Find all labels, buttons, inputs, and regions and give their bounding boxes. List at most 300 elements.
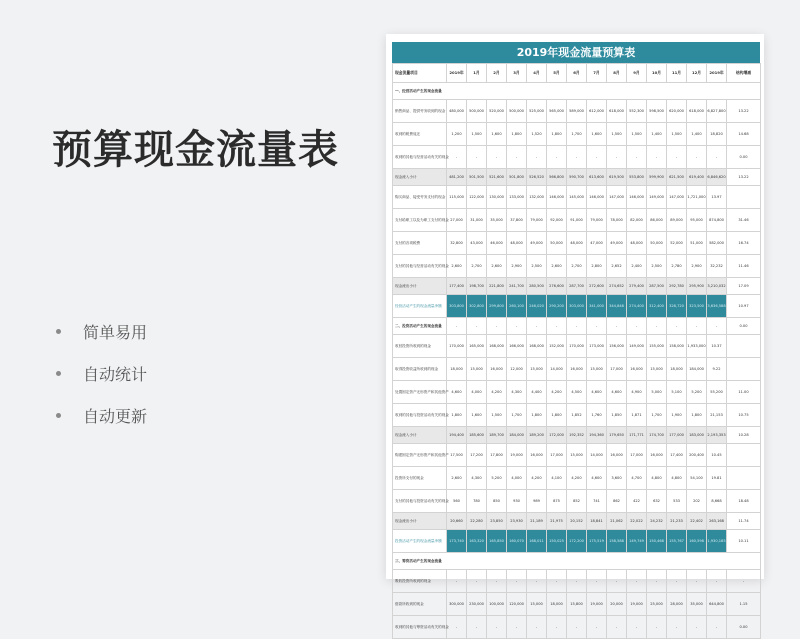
table-cell: 10.97 bbox=[727, 295, 761, 318]
table-cell: 16,000 bbox=[527, 444, 547, 467]
table-cell: 28,000 bbox=[667, 593, 687, 616]
table-cell: - bbox=[447, 616, 467, 639]
feature-item bbox=[56, 310, 147, 352]
table-cell: 2,600 bbox=[487, 255, 507, 278]
table-cell: 174,700 bbox=[647, 427, 667, 444]
table-cell: 160,070 bbox=[507, 530, 527, 553]
table-cell: - bbox=[447, 146, 467, 169]
table-cell: 163,320 bbox=[467, 530, 487, 553]
table-cell: 2,500 bbox=[527, 255, 547, 278]
table-cell bbox=[727, 186, 761, 209]
table-cell: 14.68 bbox=[727, 123, 761, 146]
table-cell: 3,210,032 bbox=[707, 278, 727, 295]
table-cell: - bbox=[607, 146, 627, 169]
row-label: 收回投资所收到的现金 bbox=[393, 335, 447, 358]
table-cell: 86,000 bbox=[647, 209, 667, 232]
table-cell: 15,800 bbox=[567, 593, 587, 616]
table-cell: 155,000 bbox=[647, 335, 667, 358]
table-cell: 22,022 bbox=[627, 513, 647, 530]
table-cell: 1,800 bbox=[527, 404, 547, 427]
table-cell: 1,500 bbox=[467, 123, 487, 146]
table-cell: 1,200 bbox=[447, 123, 467, 146]
feature-label: 自动更新 bbox=[83, 406, 148, 426]
row-label: 支付给职工以及为职工支付的现金 bbox=[393, 209, 447, 232]
table-cell: 47,000 bbox=[587, 232, 607, 255]
table-row bbox=[393, 255, 761, 278]
table-cell: 166,000 bbox=[507, 335, 527, 358]
table-cell: 2,600 bbox=[447, 255, 467, 278]
row-label: 收到的其他与筹资活动有关的现金 bbox=[393, 616, 447, 639]
feature-list bbox=[56, 310, 147, 436]
table-cell: - bbox=[627, 616, 647, 639]
table-cell: 1,700 bbox=[567, 123, 587, 146]
table-cell: - bbox=[467, 146, 487, 169]
table-cell: 612,000 bbox=[587, 100, 607, 123]
table-cell: - bbox=[647, 146, 667, 169]
table-cell: 15,000 bbox=[527, 358, 547, 381]
table-cell: 21,233 bbox=[667, 513, 687, 530]
table-cell: 1,930,185 bbox=[707, 530, 727, 553]
table-cell: - bbox=[707, 146, 727, 169]
table-cell: - bbox=[507, 146, 527, 169]
table-cell: 1,400 bbox=[687, 123, 707, 146]
table-cell: - bbox=[467, 318, 487, 335]
table-cell: 582,000 bbox=[707, 232, 727, 255]
table-row bbox=[393, 530, 761, 553]
table-cell: 18.48 bbox=[727, 490, 761, 513]
table-cell: - bbox=[627, 318, 647, 335]
table-cell: - bbox=[567, 616, 587, 639]
table-cell: 14,000 bbox=[547, 358, 567, 381]
table-cell: 147,000 bbox=[607, 186, 627, 209]
table-cell: 15,000 bbox=[567, 444, 587, 467]
table-cell: 17,800 bbox=[487, 444, 507, 467]
table-cell: 18,000 bbox=[447, 358, 467, 381]
table-cell: 173,000 bbox=[587, 335, 607, 358]
table-cell: 13.97 bbox=[707, 186, 727, 209]
row-label: 投资所支付的现金 bbox=[393, 467, 447, 490]
table-cell: 146,000 bbox=[627, 186, 647, 209]
table-cell: 50,000 bbox=[647, 232, 667, 255]
table-cell: 49,000 bbox=[607, 232, 627, 255]
table-cell: 19,000 bbox=[587, 593, 607, 616]
row-label: 处置固定资产无形资产和其他资产 bbox=[393, 381, 447, 404]
table-cell: 1,600 bbox=[587, 123, 607, 146]
table-cell: 177,000 bbox=[667, 427, 687, 444]
table-cell: 82,000 bbox=[627, 209, 647, 232]
table-cell: 221,800 bbox=[487, 278, 507, 295]
table-cell: 31,000 bbox=[467, 209, 487, 232]
table-cell: - bbox=[487, 570, 507, 593]
table-cell: 260,100 bbox=[507, 295, 527, 318]
hero-title: 预算现金流量表 bbox=[52, 127, 339, 173]
table-cell: 52,000 bbox=[667, 232, 687, 255]
table-cell: 189,200 bbox=[527, 427, 547, 444]
table-cell: 168,000 bbox=[527, 335, 547, 358]
table-cell: 341,000 bbox=[587, 295, 607, 318]
table-cell: 17,400 bbox=[667, 444, 687, 467]
table-cell: 5,100 bbox=[667, 381, 687, 404]
table-cell: - bbox=[587, 616, 607, 639]
table-cell: 17,500 bbox=[447, 444, 467, 467]
table-cell: - bbox=[567, 570, 587, 593]
table-cell: 79,000 bbox=[527, 209, 547, 232]
table-cell: 8月 bbox=[607, 64, 627, 83]
table-cell bbox=[727, 335, 761, 358]
table-cell: 2,780 bbox=[667, 255, 687, 278]
table-cell: 46,000 bbox=[487, 232, 507, 255]
table-cell: 18,841 bbox=[587, 513, 607, 530]
table-cell: 295,900 bbox=[687, 278, 707, 295]
table-cell: 11月 bbox=[667, 64, 687, 83]
table-cell: 500,000 bbox=[467, 100, 487, 123]
table-body bbox=[393, 64, 761, 639]
table-cell: 4,500 bbox=[567, 381, 587, 404]
table-cell: - bbox=[527, 318, 547, 335]
table-row bbox=[393, 100, 761, 123]
table-row bbox=[393, 404, 761, 427]
table-cell: 11.74 bbox=[727, 513, 761, 530]
table-cell: 8,668 bbox=[707, 490, 727, 513]
table-cell: - bbox=[507, 318, 527, 335]
table-cell: 1,500 bbox=[627, 123, 647, 146]
table-cell: 2,600 bbox=[547, 255, 567, 278]
table-cell: 533 bbox=[667, 490, 687, 513]
table-cell: 17,200 bbox=[467, 444, 487, 467]
table-cell: 1,700 bbox=[647, 404, 667, 427]
table-cell: - bbox=[547, 570, 567, 593]
table-cell: 619,500 bbox=[607, 169, 627, 186]
table-cell: 189,700 bbox=[487, 427, 507, 444]
table-cell: 171,771 bbox=[627, 427, 647, 444]
table-cell: 3月 bbox=[507, 64, 527, 83]
table-cell: 145,000 bbox=[567, 186, 587, 209]
table-cell: 0.00 bbox=[727, 616, 761, 639]
table-cell: - bbox=[647, 318, 667, 335]
table-cell: 930 bbox=[507, 490, 527, 513]
table-cell: 5月 bbox=[547, 64, 567, 83]
table-cell: 246,020 bbox=[527, 295, 547, 318]
table-cell: - bbox=[647, 570, 667, 593]
row-label: 收到的其他与经营活动有关的现金 bbox=[393, 146, 447, 169]
table-cell: - bbox=[707, 318, 727, 335]
table-cell: 158,000 bbox=[667, 335, 687, 358]
table-cell: 184,000 bbox=[507, 427, 527, 444]
table-cell: 120,000 bbox=[507, 593, 527, 616]
row-label: 现金流出小计 bbox=[393, 278, 447, 295]
table-cell: 91,000 bbox=[567, 209, 587, 232]
table-cell: 1,800 bbox=[447, 404, 467, 427]
table-cell: 10.28 bbox=[727, 427, 761, 444]
table-cell: 4月 bbox=[527, 64, 547, 83]
table-cell: 147,000 bbox=[667, 186, 687, 209]
row-label: 吸收投资所收到的现金 bbox=[393, 570, 447, 593]
table-row bbox=[393, 467, 761, 490]
table-cell: 10月 bbox=[647, 64, 667, 83]
table-cell: 21,975 bbox=[547, 513, 567, 530]
table-cell: 48,000 bbox=[567, 232, 587, 255]
table-cell: 2019年 bbox=[707, 64, 727, 83]
table-cell: 192,352 bbox=[567, 427, 587, 444]
table-cell: 21,153 bbox=[707, 404, 727, 427]
table-cell: 49,000 bbox=[527, 232, 547, 255]
table-cell: 15,000 bbox=[467, 358, 487, 381]
table-cell: 2,900 bbox=[507, 255, 527, 278]
table-cell: 344,848 bbox=[607, 295, 627, 318]
table-cell: 4,200 bbox=[527, 467, 547, 490]
table-cell: 177,400 bbox=[447, 278, 467, 295]
table-cell: 525,000 bbox=[527, 100, 547, 123]
table-cell: 632 bbox=[647, 490, 667, 513]
table-cell: 620,000 bbox=[667, 100, 687, 123]
table-cell: 79,000 bbox=[587, 209, 607, 232]
table-cell: - bbox=[667, 146, 687, 169]
table-cell: 17,000 bbox=[627, 444, 647, 467]
table-cell: 10.75 bbox=[727, 404, 761, 427]
table-cell bbox=[727, 358, 761, 381]
table-cell bbox=[727, 467, 761, 490]
table-cell: 5,000 bbox=[647, 381, 667, 404]
table-cell: 133,000 bbox=[507, 186, 527, 209]
table-row bbox=[393, 318, 761, 335]
table-cell: 11.00 bbox=[727, 381, 761, 404]
table-cell: 4,600 bbox=[587, 467, 607, 490]
table-cell: 55,200 bbox=[707, 381, 727, 404]
table-cell: 184,000 bbox=[687, 358, 707, 381]
table-cell: - bbox=[667, 318, 687, 335]
table-cell: 2,652 bbox=[607, 255, 627, 278]
table-cell: 850 bbox=[487, 490, 507, 513]
table-cell: 4,000 bbox=[467, 381, 487, 404]
table-cell: 48,000 bbox=[627, 232, 647, 255]
table-cell: 21,189 bbox=[527, 513, 547, 530]
table-cell: 1,700 bbox=[507, 404, 527, 427]
table-cell: 21,062 bbox=[607, 513, 627, 530]
table-cell: 152,000 bbox=[547, 335, 567, 358]
table-cell: 18,820 bbox=[707, 123, 727, 146]
bullet-icon bbox=[56, 371, 61, 376]
table-cell: 2,400 bbox=[627, 255, 647, 278]
table-cell: - bbox=[667, 570, 687, 593]
table-cell: 0.00 bbox=[727, 146, 761, 169]
table-cell: - bbox=[547, 616, 567, 639]
table-cell: 613,600 bbox=[587, 169, 607, 186]
table-row bbox=[393, 169, 761, 186]
table-cell: 92,000 bbox=[547, 209, 567, 232]
table-cell: - bbox=[647, 616, 667, 639]
table-cell: 16,000 bbox=[567, 358, 587, 381]
table-cell: 7月 bbox=[587, 64, 607, 83]
table-cell: 2019年 bbox=[447, 64, 467, 83]
table-cell: 18,000 bbox=[667, 358, 687, 381]
table-cell: 4,700 bbox=[627, 467, 647, 490]
table-cell: 280,500 bbox=[527, 278, 547, 295]
table-cell: 149,749 bbox=[627, 530, 647, 553]
table-row bbox=[393, 232, 761, 255]
table-cell: 27,000 bbox=[447, 209, 467, 232]
table-cell: 15,000 bbox=[647, 358, 667, 381]
table-cell: 1,600 bbox=[487, 123, 507, 146]
table-row bbox=[393, 209, 761, 232]
table-cell: 35,000 bbox=[687, 593, 707, 616]
table-cell: 241,700 bbox=[507, 278, 527, 295]
table-cell: 115,000 bbox=[447, 186, 467, 209]
feature-label: 简单易用 bbox=[83, 322, 148, 342]
table-cell: 1,800 bbox=[687, 404, 707, 427]
table-cell: 566,800 bbox=[547, 169, 567, 186]
table-cell: - bbox=[567, 146, 587, 169]
table-cell: 172,200 bbox=[567, 530, 587, 553]
table-cell: - bbox=[587, 570, 607, 593]
table-cell: - bbox=[527, 146, 547, 169]
table-cell: 100,000 bbox=[487, 593, 507, 616]
table-cell: 480,000 bbox=[447, 100, 467, 123]
table-cell: - bbox=[727, 570, 761, 593]
feature-item bbox=[56, 352, 147, 394]
sheet-title: 2019年现金流量预算表 bbox=[392, 42, 760, 63]
table-row bbox=[393, 616, 761, 639]
table-row bbox=[393, 381, 761, 404]
table-cell: - bbox=[467, 616, 487, 639]
table-cell: 553,800 bbox=[627, 169, 647, 186]
table-cell: 328,720 bbox=[667, 295, 687, 318]
table-cell: 32,232 bbox=[707, 255, 727, 278]
bullet-icon bbox=[56, 329, 61, 334]
table-cell: 183,000 bbox=[687, 427, 707, 444]
table-cell: 156,000 bbox=[607, 335, 627, 358]
table-cell: 9.22 bbox=[707, 358, 727, 381]
table-cell: - bbox=[507, 570, 527, 593]
table-cell: - bbox=[607, 616, 627, 639]
table-cell: 1,721,000 bbox=[687, 186, 707, 209]
feature-label: 自动统计 bbox=[83, 364, 148, 384]
table-cell: 16,000 bbox=[487, 358, 507, 381]
table-row bbox=[393, 553, 761, 570]
row-label: 取得投资收益所收到的现金 bbox=[393, 358, 447, 381]
table-cell: 3,600 bbox=[607, 467, 627, 490]
table-cell: 4,600 bbox=[447, 381, 467, 404]
table-cell: 23,850 bbox=[487, 513, 507, 530]
table-cell: - bbox=[467, 570, 487, 593]
table-cell: - bbox=[507, 616, 527, 639]
table-cell: 501,800 bbox=[507, 169, 527, 186]
table-cell: 4,800 bbox=[647, 467, 667, 490]
table-cell: 501,500 bbox=[467, 169, 487, 186]
table-cell: 3,636,588 bbox=[707, 295, 727, 318]
table-cell: 422 bbox=[627, 490, 647, 513]
table-cell: - bbox=[527, 570, 547, 593]
table-cell: 1,871 bbox=[627, 404, 647, 427]
table-cell: 1,500 bbox=[487, 404, 507, 427]
table-cell: 146,000 bbox=[587, 186, 607, 209]
table-cell: 552,300 bbox=[627, 100, 647, 123]
table-cell: 17.09 bbox=[727, 278, 761, 295]
table-cell: 875 bbox=[547, 490, 567, 513]
table-cell: - bbox=[567, 318, 587, 335]
table-row bbox=[393, 593, 761, 616]
table-cell: 19,000 bbox=[507, 444, 527, 467]
table-cell: 16,000 bbox=[607, 444, 627, 467]
table-cell: 279,400 bbox=[627, 278, 647, 295]
table-row bbox=[393, 278, 761, 295]
table-cell: 149,000 bbox=[627, 335, 647, 358]
table-cell: 48,000 bbox=[507, 232, 527, 255]
table-cell: 20,152 bbox=[567, 513, 587, 530]
table-row bbox=[393, 444, 761, 467]
table-cell: 2,800 bbox=[587, 255, 607, 278]
table-cell: 51,000 bbox=[687, 232, 707, 255]
table-cell: 89,000 bbox=[667, 209, 687, 232]
table-cell: 35,000 bbox=[487, 209, 507, 232]
table-cell: - bbox=[527, 616, 547, 639]
table-cell: 1,800 bbox=[547, 123, 567, 146]
table-cell: 15,000 bbox=[527, 593, 547, 616]
table-cell: 2,900 bbox=[687, 255, 707, 278]
table-cell: 17,000 bbox=[607, 358, 627, 381]
table-cell: 19.81 bbox=[707, 467, 727, 490]
table-cell: 2,600 bbox=[447, 467, 467, 490]
table-cell: 202 bbox=[687, 490, 707, 513]
row-label: 收到的税费返还 bbox=[393, 123, 447, 146]
table-cell: - bbox=[707, 570, 727, 593]
table-cell: 185,600 bbox=[467, 427, 487, 444]
table-cell: 170,000 bbox=[567, 335, 587, 358]
row-label: 二、投资活动产生的现金流量 bbox=[393, 318, 447, 335]
table-cell: 4,200 bbox=[547, 381, 567, 404]
table-cell: 9月 bbox=[627, 64, 647, 83]
table-cell: 19,000 bbox=[627, 593, 647, 616]
table-cell: 198,700 bbox=[467, 278, 487, 295]
table-cell: 618,000 bbox=[607, 100, 627, 123]
table-cell: 4,900 bbox=[627, 381, 647, 404]
table-cell: 303,000 bbox=[567, 295, 587, 318]
table-cell: 24,232 bbox=[647, 513, 667, 530]
table-cell: 149,000 bbox=[647, 186, 667, 209]
table-cell: 5,200 bbox=[487, 467, 507, 490]
table-row bbox=[393, 490, 761, 513]
table-cell: 150,025 bbox=[547, 530, 567, 553]
table-cell: 989 bbox=[527, 490, 547, 513]
table-cell: 618,000 bbox=[687, 100, 707, 123]
table-cell: - bbox=[607, 570, 627, 593]
table-cell: 0.00 bbox=[727, 318, 761, 335]
table-cell: - bbox=[587, 146, 607, 169]
table-cell: 619,400 bbox=[687, 169, 707, 186]
table-cell: 14,000 bbox=[587, 444, 607, 467]
table-row bbox=[393, 335, 761, 358]
section-label: 三、筹资活动产生的现金流量 bbox=[393, 553, 761, 570]
table-cell: 621,500 bbox=[667, 169, 687, 186]
table-cell: 2,700 bbox=[467, 255, 487, 278]
row-label: 支付的其他与经营活动有关的现金 bbox=[393, 255, 447, 278]
table-cell: 2,500 bbox=[647, 255, 667, 278]
table-cell: 16.74 bbox=[727, 232, 761, 255]
table-cell: 173,740 bbox=[447, 530, 467, 553]
table-row bbox=[393, 83, 761, 100]
table-cell: 10.11 bbox=[727, 530, 761, 553]
row-label: 投资活动产生的现金流量净额 bbox=[393, 530, 447, 553]
table-cell: 565,000 bbox=[547, 100, 567, 123]
table-cell: 20,000 bbox=[607, 593, 627, 616]
table-cell: 780 bbox=[467, 490, 487, 513]
table-cell: 4,200 bbox=[487, 381, 507, 404]
table-cell: 4,200 bbox=[567, 467, 587, 490]
table-row bbox=[393, 146, 761, 169]
table-cell bbox=[727, 444, 761, 467]
table-cell: 4,600 bbox=[587, 381, 607, 404]
table-cell: 1,600 bbox=[467, 404, 487, 427]
table-cell: 11.46 bbox=[727, 255, 761, 278]
